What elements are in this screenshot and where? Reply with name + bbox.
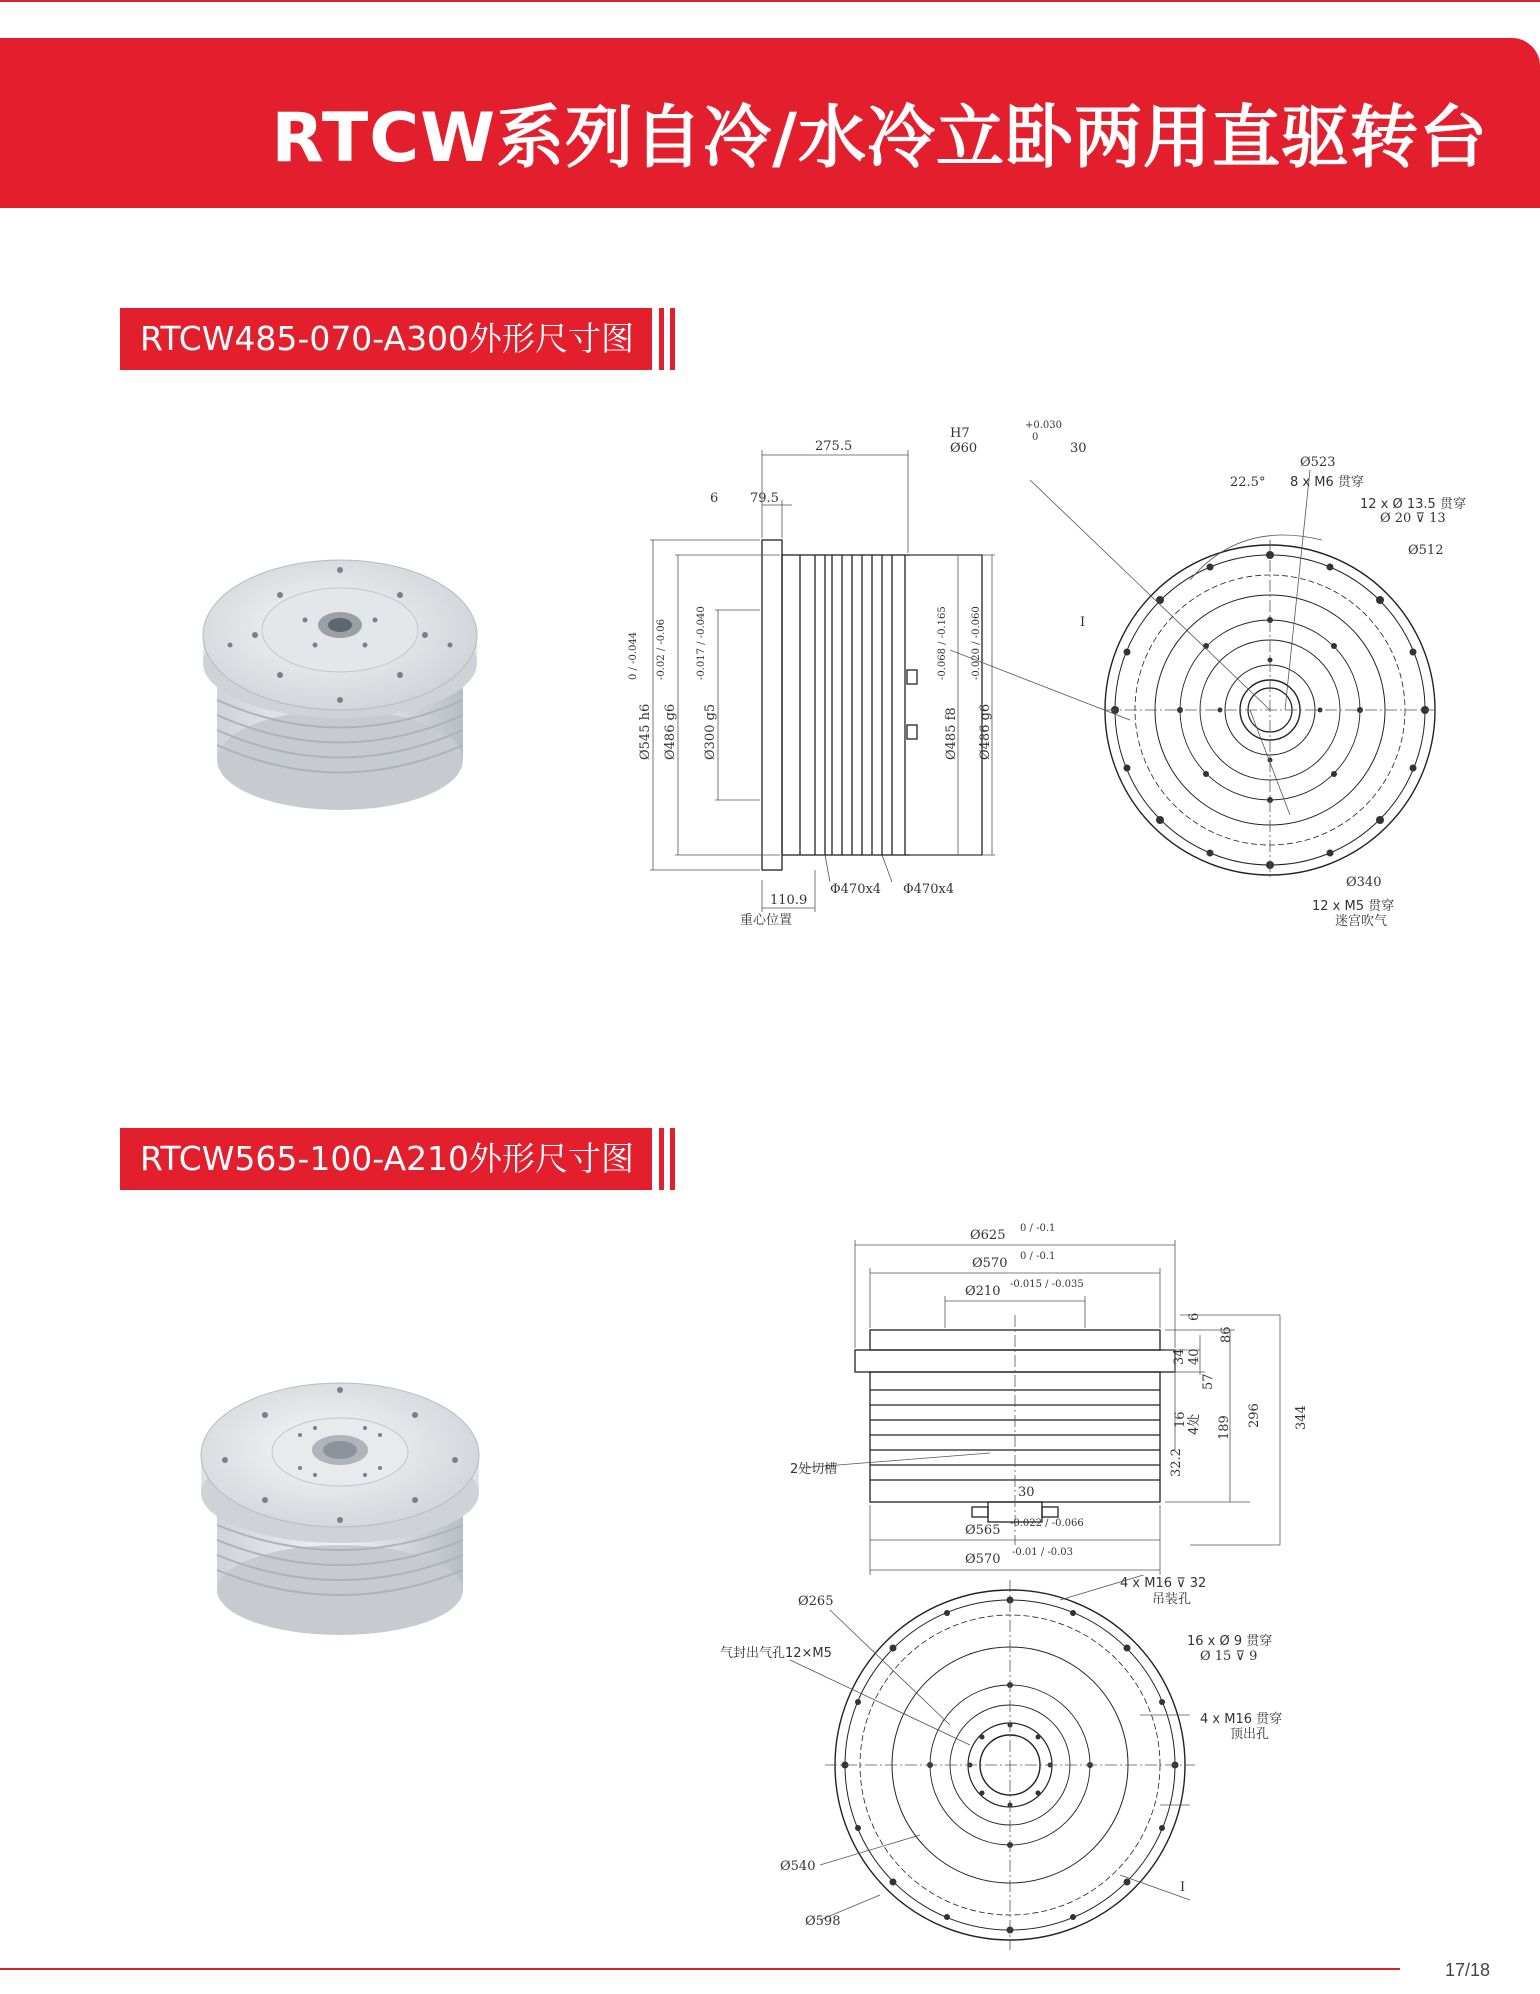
- top-rule: [0, 0, 1540, 2]
- dim-6: 6: [1187, 1312, 1202, 1321]
- label-I-1: I: [1080, 615, 1086, 630]
- holes-13-5: 12 x Ø 13.5 贯穿: [1360, 497, 1466, 512]
- dim-16: 16: [1173, 1411, 1188, 1428]
- dim-275-5: 275.5: [815, 439, 853, 454]
- dim-d570a: Ø570: [972, 1256, 1008, 1271]
- dim-86: 86: [1219, 1326, 1234, 1343]
- lift-label: 吊装孔: [1152, 1592, 1192, 1607]
- dim-d570b: Ø570: [965, 1552, 1001, 1567]
- dim-d545: Ø545 h6: [638, 703, 653, 760]
- dim-d265: Ø265: [798, 1594, 834, 1609]
- dim-d485: Ø485 f8: [944, 707, 959, 760]
- side-view-drawing-rtcw485: [620, 420, 1000, 940]
- section2-heading: [120, 1128, 675, 1190]
- bore-fit: H7: [950, 426, 970, 441]
- dim-phi470a: Φ470x4: [830, 882, 882, 897]
- dim-344: 344: [1294, 1405, 1309, 1430]
- dim-d485-tol: -0.068 / -0.165: [937, 606, 948, 680]
- dim-110-9: 110.9: [770, 893, 808, 908]
- cbore-15: Ø 15 ⊽ 9: [1200, 1649, 1258, 1664]
- dim-d300-tol: -0.017 / -0.040: [696, 606, 707, 680]
- dim-6: 6: [710, 491, 719, 506]
- jack-label: 顶出孔: [1230, 1727, 1270, 1742]
- dim-d512: Ø512: [1408, 543, 1444, 558]
- section2-bar-2: [670, 1128, 675, 1190]
- dim-34: 34: [1172, 1348, 1187, 1365]
- dim-d625-tol: 0 / -0.1: [1020, 1223, 1056, 1234]
- dim-d565: Ø565: [965, 1523, 1001, 1538]
- label-I-2: I: [1180, 1880, 1186, 1895]
- dim-30: 30: [1018, 1485, 1035, 1500]
- product-photo-rtcw485: [195, 535, 485, 825]
- dim-d340: Ø340: [1346, 875, 1382, 890]
- dim-d486b-tol: -0.020 / -0.060: [971, 606, 982, 680]
- dim-79-5: 79.5: [750, 491, 779, 506]
- holes-9: 16 x Ø 9 贯穿: [1187, 1634, 1273, 1649]
- m5-holes: 12 x M5 贯穿: [1312, 899, 1395, 914]
- section2-label: RTCW565-100-A210外形尺寸图: [120, 1128, 652, 1190]
- page-number: 17/18: [1444, 1960, 1490, 1980]
- dim-d523: Ø523: [1300, 455, 1336, 470]
- side-view-drawing-rtcw565: [780, 1215, 1400, 1585]
- seal-holes: 气封出气孔12×M5: [720, 1646, 832, 1661]
- groove-label: 2处切槽: [790, 1462, 838, 1477]
- m16-jack-holes: 4 x M16 贯穿: [1200, 1712, 1283, 1727]
- section2-bar-1: [659, 1128, 664, 1190]
- section1-label: RTCW485-070-A300外形尺寸图: [120, 308, 652, 370]
- dim-32-2: 32.2: [1169, 1448, 1184, 1477]
- dim-d210: Ø210: [965, 1284, 1001, 1299]
- angle-22-5: 22.5°: [1230, 475, 1266, 490]
- dim-d486b: Ø486 g6: [978, 703, 993, 760]
- product-photo-rtcw565: [195, 1360, 485, 1650]
- bore-dia: Ø60: [950, 441, 978, 456]
- footer-rule: [0, 1968, 1400, 1970]
- dim-189: 189: [1217, 1415, 1232, 1440]
- dim-d486a-tol: -0.02 / -0.06: [656, 618, 667, 680]
- dim-d570a-tol: 0 / -0.1: [1020, 1251, 1056, 1262]
- bore-depth: 30: [1070, 441, 1087, 456]
- page-title: RTCW系列自冷/水冷立卧两用直驱转台: [271, 99, 1488, 178]
- section1-bar-1: [659, 308, 664, 370]
- maze-air: 迷宫吹气: [1335, 914, 1388, 929]
- dim-d210-tol: -0.015 / -0.035: [1010, 1279, 1084, 1290]
- section1-bar-2: [670, 308, 675, 370]
- cbore-20: Ø 20 ⊽ 13: [1380, 511, 1446, 526]
- dim-d486a: Ø486 g6: [663, 703, 678, 760]
- header-banner: [0, 38, 1540, 208]
- dim-d545-tol: 0 / -0.044: [628, 631, 639, 680]
- dim-d565-tol: -0.022 / -0.066: [1010, 1518, 1084, 1529]
- m16-lift-holes: 4 x M16 ⊽ 32: [1120, 1576, 1207, 1591]
- dim-phi470b: Φ470x4: [903, 882, 955, 897]
- dim-d570b-tol: -0.01 / -0.03: [1012, 1547, 1074, 1558]
- dim-40: 40: [1187, 1348, 1202, 1365]
- dim-296: 296: [1247, 1403, 1262, 1428]
- dim-57: 57: [1201, 1373, 1216, 1390]
- bore-tol-lo: 0: [1032, 432, 1039, 443]
- top-view-drawing-rtcw485: [950, 420, 1470, 940]
- cog-label: 重心位置: [740, 913, 793, 928]
- dim-d598: Ø598: [805, 1914, 841, 1929]
- dim-4places: 4处: [1187, 1413, 1202, 1435]
- section1-heading: [120, 308, 675, 370]
- top-view-drawing-rtcw565: [720, 1575, 1340, 1965]
- m6-holes: 8 x M6 贯穿: [1290, 475, 1364, 490]
- dim-d300: Ø300 g5: [703, 703, 718, 760]
- dim-d540: Ø540: [780, 1859, 816, 1874]
- dim-d625: Ø625: [970, 1228, 1006, 1243]
- bore-tol-up: +0.030: [1025, 420, 1063, 431]
